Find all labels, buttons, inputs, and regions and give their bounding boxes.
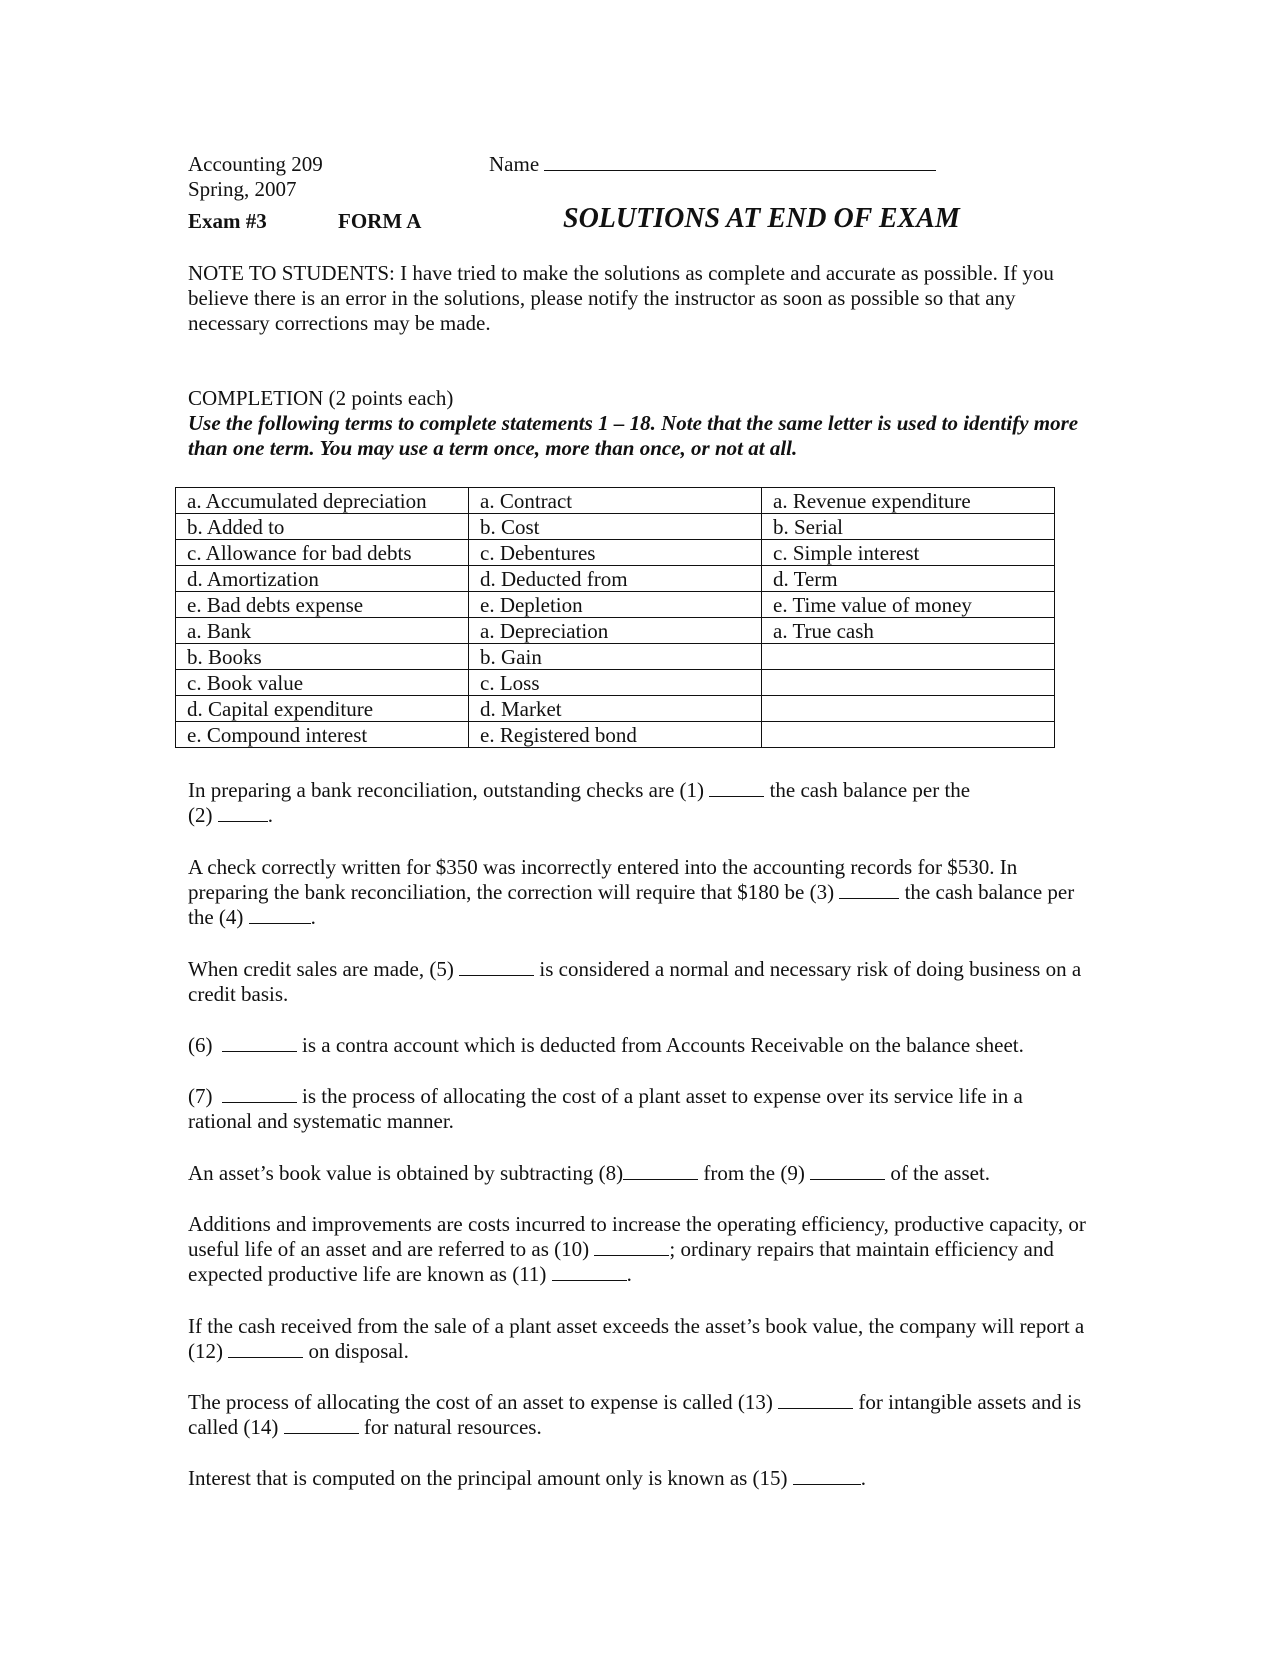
term-cell: d. Amortization xyxy=(176,566,469,592)
q2-period: . xyxy=(267,803,273,827)
term-cell: d. Term xyxy=(762,566,1055,592)
answer-blank-8[interactable] xyxy=(623,1161,698,1180)
term-cell: d. Deducted from xyxy=(469,566,762,592)
term-cell xyxy=(762,722,1055,748)
term-cell xyxy=(762,644,1055,670)
q6-text: (6) xyxy=(188,1033,213,1057)
term-cell: a. True cash xyxy=(762,618,1055,644)
answer-blank-11[interactable] xyxy=(552,1262,627,1281)
answer-blank-2[interactable] xyxy=(218,803,268,822)
solutions-heading: SOLUTIONS AT END OF EXAM xyxy=(563,203,960,234)
answer-blank-13[interactable] xyxy=(778,1390,853,1409)
term-cell: c. Debentures xyxy=(469,540,762,566)
question-12 xyxy=(188,1314,1088,1364)
q2-text: (2) xyxy=(188,803,213,827)
term-cell: a. Bank xyxy=(176,618,469,644)
term-cell: a. Depreciation xyxy=(469,618,762,644)
q5-text: When credit sales are made, (5) xyxy=(188,957,454,981)
term-cell: c. Book value xyxy=(176,670,469,696)
q4-period: . xyxy=(310,905,316,929)
q15-period: . xyxy=(860,1466,867,1490)
q8-text: An asset’s book value is obtained by subtracting (8) xyxy=(188,1161,624,1185)
table-row xyxy=(176,566,1055,592)
answer-blank-9[interactable] xyxy=(810,1161,885,1180)
course-title: Accounting 209 xyxy=(188,152,323,176)
exam-number: Exam #3 xyxy=(188,209,267,233)
completion-instructions: Use the following terms to complete statements 1 – 18. Note that the same letter is used to identify more than one term. You may use a term once, more than once, or not at all. xyxy=(188,411,1079,460)
q9-text: from the (9) xyxy=(703,1161,805,1185)
name-field[interactable] xyxy=(489,152,936,177)
q11-text: ; ordinary repairs that maintain efficiency and expected productive life are known as (11) xyxy=(188,1237,1054,1286)
answer-blank-10[interactable] xyxy=(594,1237,669,1256)
term-cell: a. Contract xyxy=(469,488,762,514)
question-5 xyxy=(188,957,1088,1007)
q1-text-2: the cash balance per the xyxy=(769,778,971,802)
completion-heading: COMPLETION (2 points each) xyxy=(188,386,454,410)
table-row xyxy=(176,696,1055,722)
term-cell: b. Books xyxy=(176,644,469,670)
q6-text-2: is a contra account which is deducted from Accounts Receivable on the balance sheet. xyxy=(302,1033,1024,1057)
q12-text-2: on disposal. xyxy=(308,1339,409,1363)
answer-blank-7[interactable] xyxy=(222,1084,297,1103)
term-cell: b. Added to xyxy=(176,514,469,540)
table-row xyxy=(176,618,1055,644)
term-cell: b. Gain xyxy=(469,644,762,670)
term-cell: c. Simple interest xyxy=(762,540,1055,566)
exam-form: FORM A xyxy=(338,209,422,233)
question-6 xyxy=(188,1033,1088,1058)
term-cell xyxy=(762,670,1055,696)
term-cell: e. Compound interest xyxy=(176,722,469,748)
answer-blank-4[interactable] xyxy=(249,905,311,924)
answer-blank-3[interactable] xyxy=(839,880,899,899)
q7-text-2: is the process of allocating the cost of a plant asset to expense over its service life in a rational and systematic manner. xyxy=(188,1084,1023,1133)
q9-text-2: of the asset. xyxy=(890,1161,991,1185)
q14-text-2: for natural resources. xyxy=(363,1415,542,1439)
name-label: Name xyxy=(489,152,540,176)
answer-blank-15[interactable] xyxy=(793,1466,861,1485)
term-cell: e. Bad debts expense xyxy=(176,592,469,618)
answer-blank-1[interactable] xyxy=(709,778,764,797)
table-row xyxy=(176,540,1055,566)
question-1-2 xyxy=(188,778,1088,828)
term-cell: e. Registered bond xyxy=(469,722,762,748)
term-cell: e. Depletion xyxy=(469,592,762,618)
answer-blank-12[interactable] xyxy=(228,1339,303,1358)
table-row xyxy=(176,592,1055,618)
term-cell: c. Loss xyxy=(469,670,762,696)
term-cell: a. Revenue expenditure xyxy=(762,488,1055,514)
table-row xyxy=(176,670,1055,696)
term-cell: b. Cost xyxy=(469,514,762,540)
term-cell: e. Time value of money xyxy=(762,592,1055,618)
q5-text-2: is considered a normal and necessary risk of doing business on a credit basis. xyxy=(188,957,1082,1006)
answer-blank-5[interactable] xyxy=(459,957,534,976)
answer-blank-6[interactable] xyxy=(222,1033,297,1052)
q4-text: the cash balance per the (4) xyxy=(188,880,1075,929)
question-8-9 xyxy=(188,1161,1088,1186)
q3-text: A check correctly written for $350 was incorrectly entered into the accounting records for $530. In preparing the bank reconciliation, the correction will require that $180 be (3) xyxy=(188,855,1018,904)
q11-period: . xyxy=(626,1262,632,1286)
q13-text: The process of allocating the cost of an asset to expense is called (13) xyxy=(188,1390,773,1414)
q1-text: In preparing a bank reconciliation, outstanding checks are (1) xyxy=(188,778,705,802)
question-10-11 xyxy=(188,1212,1088,1287)
term-cell: d. Market xyxy=(469,696,762,722)
question-7 xyxy=(188,1084,1088,1134)
q7-text: (7) xyxy=(188,1084,213,1108)
q14-text: for intangible assets and is called (14) xyxy=(188,1390,1082,1439)
table-row xyxy=(176,514,1055,540)
term-cell: b. Serial xyxy=(762,514,1055,540)
term-cell: a. Accumulated depreciation xyxy=(176,488,469,514)
q10-text: Additions and improvements are costs incurred to increase the operating efficiency, productive capacity, or useful life of an asset and are referred to as (10) xyxy=(188,1212,1086,1261)
q15-text: Interest that is computed on the principal amount only is known as (15) xyxy=(188,1466,788,1490)
term-cell: c. Allowance for bad debts xyxy=(176,540,469,566)
q12-text: If the cash received from the sale of a plant asset exceeds the asset’s book value, the company will report a (12) xyxy=(188,1314,1085,1363)
term-cell xyxy=(762,696,1055,722)
course-term: Spring, 2007 xyxy=(188,177,297,201)
name-blank[interactable] xyxy=(544,152,936,171)
question-13-14 xyxy=(188,1390,1088,1440)
question-15 xyxy=(188,1466,1088,1491)
answer-blank-14[interactable] xyxy=(284,1415,359,1434)
table-row xyxy=(176,722,1055,748)
terms-table xyxy=(175,487,1055,748)
table-row xyxy=(176,488,1055,514)
question-3-4 xyxy=(188,855,1098,930)
term-cell: d. Capital expenditure xyxy=(176,696,469,722)
table-row xyxy=(176,644,1055,670)
note-to-students: NOTE TO STUDENTS: I have tried to make the solutions as complete and accurate as possible. If you believe there is an error in the solutions, please notify the instructor as soon as possible so that any necessary corrections may be made. xyxy=(188,261,1054,335)
